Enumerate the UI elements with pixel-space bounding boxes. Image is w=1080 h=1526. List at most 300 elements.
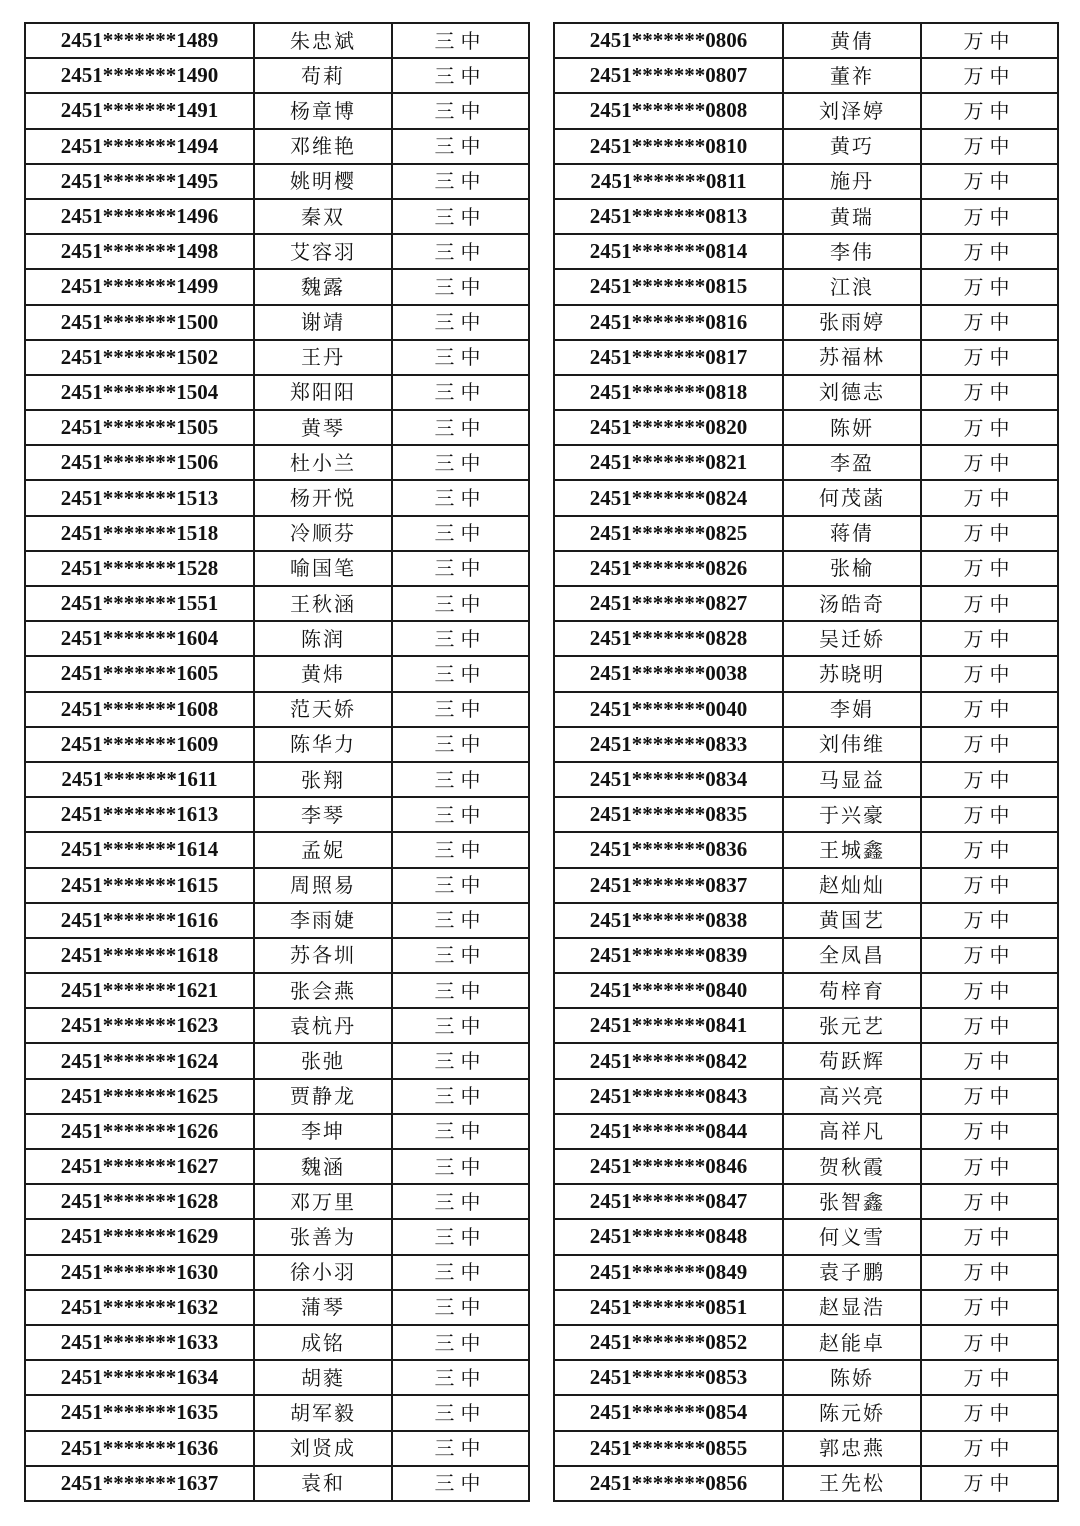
student-name-cell: 高兴亮 (783, 1079, 921, 1114)
table-row (25, 621, 529, 656)
table-row (25, 1079, 529, 1114)
student-name-cell: 张榆 (783, 551, 921, 586)
table-row (554, 762, 1058, 797)
table-row (25, 656, 529, 691)
table-row (554, 938, 1058, 973)
student-name-cell: 刘伟维 (783, 727, 921, 762)
table-row (25, 340, 529, 375)
exam-number-cell: 2451*******1551 (25, 586, 254, 621)
school-cell: 万中 (921, 269, 1058, 304)
table-row (25, 586, 529, 621)
exam-number-cell: 2451*******0820 (554, 410, 783, 445)
table-row (25, 551, 529, 586)
exam-number-cell: 2451*******0836 (554, 832, 783, 867)
exam-number-cell: 2451*******0828 (554, 621, 783, 656)
table-row (554, 1043, 1058, 1078)
school-cell: 三中 (392, 938, 529, 973)
school-cell: 三中 (392, 93, 529, 128)
table-row (25, 797, 529, 832)
exam-number-cell: 2451*******1625 (25, 1079, 254, 1114)
exam-number-cell: 2451*******1605 (25, 656, 254, 691)
table-row (554, 1219, 1058, 1254)
table-row (554, 516, 1058, 551)
table-row (554, 1079, 1058, 1114)
table-row (25, 199, 529, 234)
student-name-cell: 邓维艳 (254, 129, 392, 164)
exam-number-cell: 2451*******0843 (554, 1079, 783, 1114)
student-name-cell: 陈妍 (783, 410, 921, 445)
school-cell: 万中 (921, 727, 1058, 762)
school-cell: 三中 (392, 129, 529, 164)
exam-number-cell: 2451*******1627 (25, 1149, 254, 1184)
student-name-cell: 张善为 (254, 1219, 392, 1254)
school-cell: 三中 (392, 199, 529, 234)
exam-number-cell: 2451*******1500 (25, 305, 254, 340)
exam-number-cell: 2451*******1505 (25, 410, 254, 445)
exam-number-cell: 2451*******0811 (554, 164, 783, 199)
student-name-cell: 周照易 (254, 868, 392, 903)
school-cell: 三中 (392, 1008, 529, 1043)
table-row (554, 903, 1058, 938)
table-row (554, 656, 1058, 691)
school-cell: 三中 (392, 1431, 529, 1466)
table-row (25, 692, 529, 727)
school-cell: 万中 (921, 1008, 1058, 1043)
student-name-cell: 黄倩 (783, 23, 921, 58)
student-name-cell: 苏各圳 (254, 938, 392, 973)
student-name-cell: 刘德志 (783, 375, 921, 410)
student-name-cell: 王城鑫 (783, 832, 921, 867)
exam-number-cell: 2451*******1618 (25, 938, 254, 973)
exam-number-cell: 2451*******0854 (554, 1395, 783, 1430)
exam-number-cell: 2451*******1624 (25, 1043, 254, 1078)
exam-number-cell: 2451*******0825 (554, 516, 783, 551)
student-name-cell: 蒲琴 (254, 1290, 392, 1325)
student-name-cell: 苟梓育 (783, 973, 921, 1008)
school-cell: 万中 (921, 692, 1058, 727)
school-cell: 三中 (392, 797, 529, 832)
school-cell: 万中 (921, 305, 1058, 340)
table-row (554, 164, 1058, 199)
table-row (554, 93, 1058, 128)
student-name-cell: 赵灿灿 (783, 868, 921, 903)
school-cell: 三中 (392, 586, 529, 621)
school-cell: 三中 (392, 551, 529, 586)
student-name-cell: 陈华力 (254, 727, 392, 762)
school-cell: 万中 (921, 1114, 1058, 1149)
student-name-cell: 全凤昌 (783, 938, 921, 973)
school-cell: 万中 (921, 164, 1058, 199)
student-name-cell: 赵显浩 (783, 1290, 921, 1325)
student-name-cell: 黄琴 (254, 410, 392, 445)
table-row (554, 692, 1058, 727)
table-row (554, 832, 1058, 867)
school-cell: 三中 (392, 1290, 529, 1325)
school-cell: 万中 (921, 1149, 1058, 1184)
student-name-cell: 邓万里 (254, 1184, 392, 1219)
student-name-cell: 胡军毅 (254, 1395, 392, 1430)
table-row (25, 1043, 529, 1078)
table-row (25, 480, 529, 515)
exam-number-cell: 2451*******1626 (25, 1114, 254, 1149)
school-cell: 万中 (921, 129, 1058, 164)
school-cell: 万中 (921, 58, 1058, 93)
school-cell: 三中 (392, 973, 529, 1008)
table-row (554, 1184, 1058, 1219)
school-cell: 万中 (921, 23, 1058, 58)
school-cell: 三中 (392, 1255, 529, 1290)
table-row (25, 23, 529, 58)
school-cell: 万中 (921, 762, 1058, 797)
exam-number-cell: 2451*******1621 (25, 973, 254, 1008)
exam-number-cell: 2451*******0849 (554, 1255, 783, 1290)
exam-number-cell: 2451*******1635 (25, 1395, 254, 1430)
exam-number-cell: 2451*******1611 (25, 762, 254, 797)
exam-number-cell: 2451*******0853 (554, 1360, 783, 1395)
table-row (25, 516, 529, 551)
exam-number-cell: 2451*******1608 (25, 692, 254, 727)
exam-number-cell: 2451*******1615 (25, 868, 254, 903)
school-cell: 三中 (392, 762, 529, 797)
table-row (25, 903, 529, 938)
table-row (554, 1114, 1058, 1149)
student-name-cell: 成铭 (254, 1325, 392, 1360)
student-name-cell: 陈润 (254, 621, 392, 656)
exam-number-cell: 2451*******1494 (25, 129, 254, 164)
exam-number-cell: 2451*******0837 (554, 868, 783, 903)
school-cell: 万中 (921, 551, 1058, 586)
table-row (25, 234, 529, 269)
student-name-cell: 冷顺芬 (254, 516, 392, 551)
table-row (25, 832, 529, 867)
table-row (25, 1360, 529, 1395)
exam-number-cell: 2451*******0847 (554, 1184, 783, 1219)
student-name-cell: 杨开悦 (254, 480, 392, 515)
school-cell: 三中 (392, 410, 529, 445)
student-name-cell: 黄国艺 (783, 903, 921, 938)
student-name-cell: 李娟 (783, 692, 921, 727)
table-row (554, 797, 1058, 832)
exam-number-cell: 2451*******0038 (554, 656, 783, 691)
exam-number-cell: 2451*******1513 (25, 480, 254, 515)
exam-number-cell: 2451*******0838 (554, 903, 783, 938)
student-name-cell: 魏露 (254, 269, 392, 304)
school-cell: 万中 (921, 1466, 1058, 1501)
student-name-cell: 苏晓明 (783, 656, 921, 691)
roster-table-left (24, 22, 530, 1502)
student-name-cell: 郭忠燕 (783, 1431, 921, 1466)
exam-number-cell: 2451*******0841 (554, 1008, 783, 1043)
exam-number-cell: 2451*******0824 (554, 480, 783, 515)
table-row (25, 762, 529, 797)
exam-number-cell: 2451*******0806 (554, 23, 783, 58)
school-cell: 万中 (921, 410, 1058, 445)
exam-number-cell: 2451*******1629 (25, 1219, 254, 1254)
table-row (25, 129, 529, 164)
student-name-cell: 范天娇 (254, 692, 392, 727)
table-row (554, 375, 1058, 410)
table-row (554, 269, 1058, 304)
student-name-cell: 李琴 (254, 797, 392, 832)
table-row (25, 445, 529, 480)
table-row (25, 1149, 529, 1184)
student-name-cell: 李盈 (783, 445, 921, 480)
table-row (554, 410, 1058, 445)
exam-number-cell: 2451*******1613 (25, 797, 254, 832)
table-row (25, 1219, 529, 1254)
exam-number-cell: 2451*******0040 (554, 692, 783, 727)
table-row (554, 1325, 1058, 1360)
student-name-cell: 李雨婕 (254, 903, 392, 938)
exam-number-cell: 2451*******1518 (25, 516, 254, 551)
exam-number-cell: 2451*******0821 (554, 445, 783, 480)
student-name-cell: 黄炜 (254, 656, 392, 691)
table-row (25, 1395, 529, 1430)
student-name-cell: 袁和 (254, 1466, 392, 1501)
school-cell: 万中 (921, 1043, 1058, 1078)
exam-number-cell: 2451*******0835 (554, 797, 783, 832)
student-name-cell: 赵能卓 (783, 1325, 921, 1360)
school-cell: 万中 (921, 1325, 1058, 1360)
student-name-cell: 秦双 (254, 199, 392, 234)
student-name-cell: 江浪 (783, 269, 921, 304)
exam-number-cell: 2451*******1489 (25, 23, 254, 58)
school-cell: 三中 (392, 727, 529, 762)
table-row (554, 1008, 1058, 1043)
table-row (554, 1149, 1058, 1184)
student-name-cell: 蒋倩 (783, 516, 921, 551)
table-row (25, 973, 529, 1008)
exam-number-cell: 2451*******1636 (25, 1431, 254, 1466)
student-name-cell: 汤皓奇 (783, 586, 921, 621)
exam-number-cell: 2451*******0848 (554, 1219, 783, 1254)
exam-number-cell: 2451*******0833 (554, 727, 783, 762)
table-row (25, 1466, 529, 1501)
school-cell: 三中 (392, 1043, 529, 1078)
student-name-cell: 张弛 (254, 1043, 392, 1078)
exam-number-cell: 2451*******0846 (554, 1149, 783, 1184)
student-name-cell: 李坤 (254, 1114, 392, 1149)
table-row (25, 1325, 529, 1360)
school-cell: 万中 (921, 516, 1058, 551)
school-cell: 三中 (392, 375, 529, 410)
table-row (25, 1255, 529, 1290)
student-name-cell: 吴迁娇 (783, 621, 921, 656)
student-name-cell: 黄巧 (783, 129, 921, 164)
school-cell: 三中 (392, 305, 529, 340)
exam-number-cell: 2451*******0856 (554, 1466, 783, 1501)
exam-number-cell: 2451*******1528 (25, 551, 254, 586)
school-cell: 三中 (392, 1325, 529, 1360)
roster-table-left-body (25, 23, 529, 1501)
student-name-cell: 袁子鹏 (783, 1255, 921, 1290)
student-name-cell: 张元艺 (783, 1008, 921, 1043)
school-cell: 万中 (921, 797, 1058, 832)
school-cell: 万中 (921, 1431, 1058, 1466)
student-name-cell: 马显益 (783, 762, 921, 797)
student-name-cell: 施丹 (783, 164, 921, 199)
exam-number-cell: 2451*******0818 (554, 375, 783, 410)
student-name-cell: 杜小兰 (254, 445, 392, 480)
table-row (25, 1290, 529, 1325)
school-cell: 三中 (392, 832, 529, 867)
table-row (554, 621, 1058, 656)
student-name-cell: 刘泽婷 (783, 93, 921, 128)
school-cell: 三中 (392, 1219, 529, 1254)
table-row (554, 340, 1058, 375)
school-cell: 三中 (392, 868, 529, 903)
exam-number-cell: 2451*******0844 (554, 1114, 783, 1149)
table-row (554, 1255, 1058, 1290)
exam-number-cell: 2451*******1495 (25, 164, 254, 199)
exam-number-cell: 2451*******0814 (554, 234, 783, 269)
student-name-cell: 陈元娇 (783, 1395, 921, 1430)
exam-number-cell: 2451*******1504 (25, 375, 254, 410)
student-name-cell: 喻国笔 (254, 551, 392, 586)
exam-number-cell: 2451*******1490 (25, 58, 254, 93)
student-name-cell: 杨章博 (254, 93, 392, 128)
exam-number-cell: 2451*******1634 (25, 1360, 254, 1395)
table-row (25, 410, 529, 445)
school-cell: 万中 (921, 1395, 1058, 1430)
student-name-cell: 何义雪 (783, 1219, 921, 1254)
student-name-cell: 李伟 (783, 234, 921, 269)
school-cell: 万中 (921, 340, 1058, 375)
exam-number-cell: 2451*******0827 (554, 586, 783, 621)
student-name-cell: 郑阳阳 (254, 375, 392, 410)
student-name-cell: 王丹 (254, 340, 392, 375)
school-cell: 万中 (921, 1079, 1058, 1114)
exam-number-cell: 2451*******1623 (25, 1008, 254, 1043)
student-name-cell: 朱忠斌 (254, 23, 392, 58)
exam-number-cell: 2451*******0855 (554, 1431, 783, 1466)
exam-number-cell: 2451*******1502 (25, 340, 254, 375)
school-cell: 三中 (392, 1149, 529, 1184)
school-cell: 三中 (392, 480, 529, 515)
exam-number-cell: 2451*******0842 (554, 1043, 783, 1078)
exam-number-cell: 2451*******1496 (25, 199, 254, 234)
school-cell: 三中 (392, 1395, 529, 1430)
school-cell: 万中 (921, 903, 1058, 938)
school-cell: 万中 (921, 973, 1058, 1008)
exam-number-cell: 2451*******0813 (554, 199, 783, 234)
table-row (25, 375, 529, 410)
school-cell: 万中 (921, 868, 1058, 903)
table-row (554, 199, 1058, 234)
exam-number-cell: 2451*******0815 (554, 269, 783, 304)
student-name-cell: 高祥凡 (783, 1114, 921, 1149)
school-cell: 万中 (921, 621, 1058, 656)
student-name-cell: 陈娇 (783, 1360, 921, 1395)
exam-number-cell: 2451*******0816 (554, 305, 783, 340)
table-row (554, 129, 1058, 164)
table-row (554, 445, 1058, 480)
exam-number-cell: 2451*******1628 (25, 1184, 254, 1219)
school-cell: 三中 (392, 445, 529, 480)
student-name-cell: 魏涵 (254, 1149, 392, 1184)
table-row (25, 727, 529, 762)
exam-number-cell: 2451*******1604 (25, 621, 254, 656)
student-name-cell: 姚明樱 (254, 164, 392, 199)
student-name-cell: 何茂菡 (783, 480, 921, 515)
exam-number-cell: 2451*******1609 (25, 727, 254, 762)
table-row (25, 1114, 529, 1149)
table-row (554, 58, 1058, 93)
school-cell: 三中 (392, 164, 529, 199)
school-cell: 万中 (921, 1290, 1058, 1325)
school-cell: 三中 (392, 621, 529, 656)
student-name-cell: 于兴豪 (783, 797, 921, 832)
exam-number-cell: 2451*******0851 (554, 1290, 783, 1325)
exam-number-cell: 2451*******1491 (25, 93, 254, 128)
student-name-cell: 艾容羽 (254, 234, 392, 269)
school-cell: 万中 (921, 832, 1058, 867)
table-row (25, 269, 529, 304)
student-name-cell: 贾静龙 (254, 1079, 392, 1114)
school-cell: 三中 (392, 1184, 529, 1219)
table-row (554, 727, 1058, 762)
table-row (25, 938, 529, 973)
exam-number-cell: 2451*******1637 (25, 1466, 254, 1501)
table-row (554, 1395, 1058, 1430)
student-name-cell: 苟莉 (254, 58, 392, 93)
school-cell: 万中 (921, 1219, 1058, 1254)
student-name-cell: 谢靖 (254, 305, 392, 340)
student-name-cell: 王先松 (783, 1466, 921, 1501)
school-cell: 三中 (392, 1360, 529, 1395)
school-cell: 万中 (921, 445, 1058, 480)
school-cell: 三中 (392, 1079, 529, 1114)
exam-number-cell: 2451*******0808 (554, 93, 783, 128)
school-cell: 三中 (392, 1114, 529, 1149)
table-row (25, 164, 529, 199)
exam-number-cell: 2451*******1630 (25, 1255, 254, 1290)
table-row (25, 305, 529, 340)
roster-table-right (553, 22, 1059, 1502)
exam-number-cell: 2451*******0840 (554, 973, 783, 1008)
school-cell: 万中 (921, 480, 1058, 515)
student-name-cell: 张会燕 (254, 973, 392, 1008)
school-cell: 三中 (392, 692, 529, 727)
table-row (554, 1431, 1058, 1466)
student-name-cell: 徐小羽 (254, 1255, 392, 1290)
student-name-cell: 胡蕤 (254, 1360, 392, 1395)
table-row (554, 1290, 1058, 1325)
exam-number-cell: 2451*******1632 (25, 1290, 254, 1325)
table-row (554, 551, 1058, 586)
student-name-cell: 张雨婷 (783, 305, 921, 340)
student-name-cell: 董祚 (783, 58, 921, 93)
school-cell: 万中 (921, 1255, 1058, 1290)
school-cell: 三中 (392, 340, 529, 375)
school-cell: 三中 (392, 903, 529, 938)
exam-number-cell: 2451*******0807 (554, 58, 783, 93)
table-row (554, 1360, 1058, 1395)
student-name-cell: 孟妮 (254, 832, 392, 867)
student-name-cell: 张智鑫 (783, 1184, 921, 1219)
school-cell: 三中 (392, 234, 529, 269)
exam-number-cell: 2451*******1498 (25, 234, 254, 269)
school-cell: 万中 (921, 586, 1058, 621)
student-name-cell: 黄瑞 (783, 199, 921, 234)
table-row (554, 234, 1058, 269)
table-row (25, 868, 529, 903)
student-name-cell: 张翔 (254, 762, 392, 797)
student-name-cell: 苟跃辉 (783, 1043, 921, 1078)
student-name-cell: 刘贤成 (254, 1431, 392, 1466)
student-name-cell: 袁杭丹 (254, 1008, 392, 1043)
school-cell: 万中 (921, 93, 1058, 128)
